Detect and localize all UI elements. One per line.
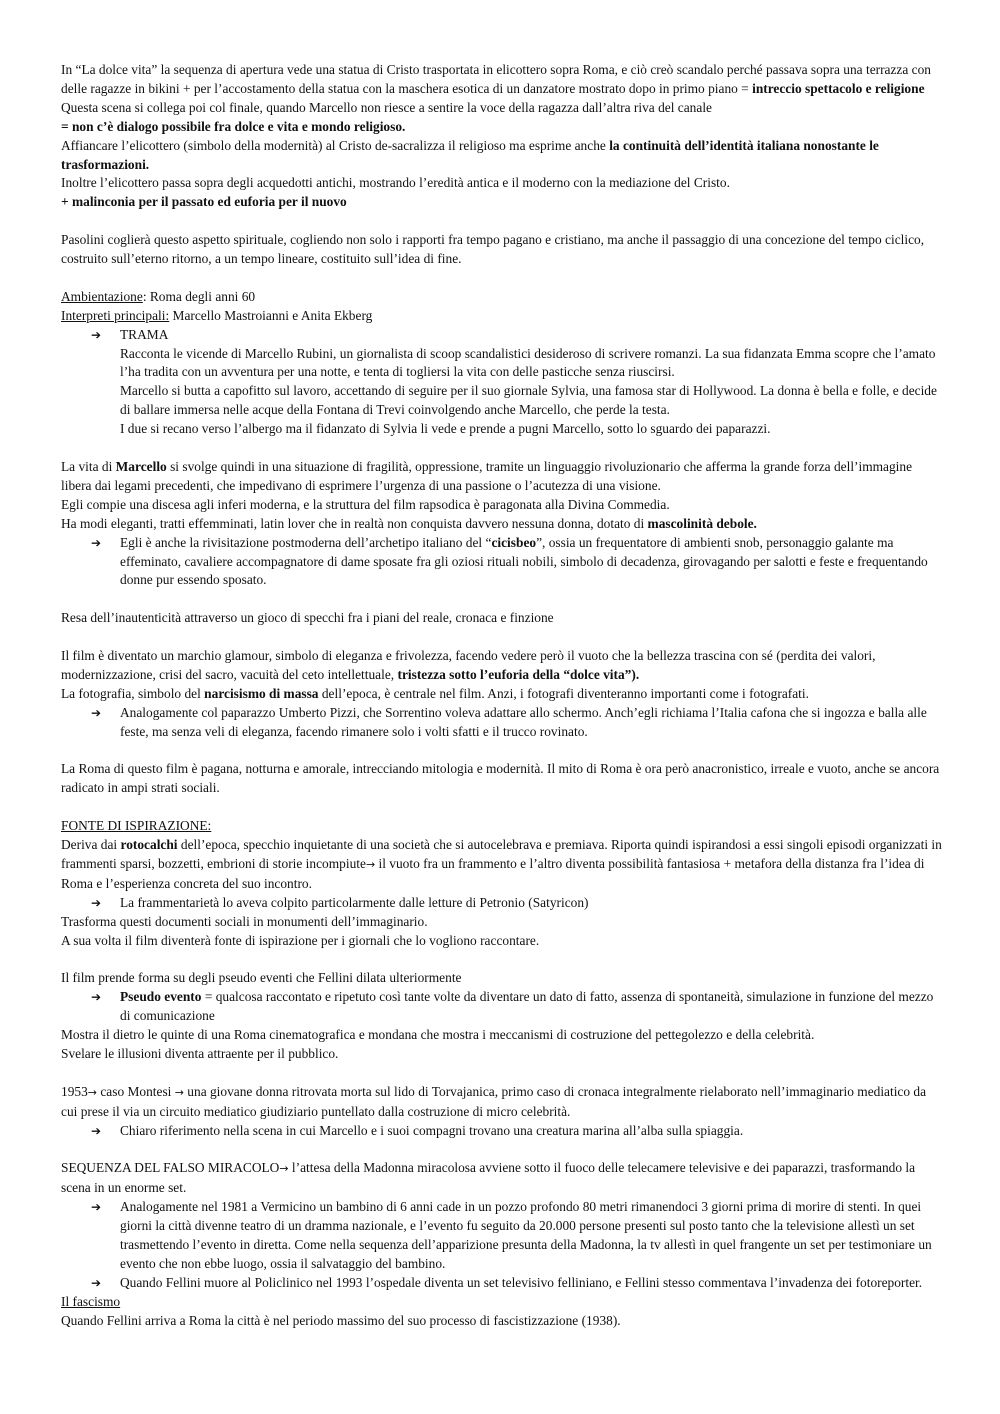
plot-text-3: I due si recano verso l’albergo ma il fidanzato di Sylvia li vede e prende a pugni Marcello, sotto lo sguardo dei paparazzi. — [120, 421, 771, 437]
paragraph-photography: La fotografia, simbolo del narcisismo di massa dell’epoca, è centrale nel film. Anzi, i fotografi diventeranno importanti come i fotografati. — [61, 685, 809, 701]
paragraph-transform: Trasforma questi documenti sociali in monumenti dell’immaginario. — [61, 913, 428, 929]
bullet-pizzi: ➔ Analogamente col paparazzo Umberto Pizzi, che Sorrentino voleva adattare allo schermo. Anch’egli richiama l’Italia cafona che si ingozza e balla alle feste, ma senza veli di eleganza, facendo rimanere solo i volti sfatti e il trucco rovinato. — [91, 704, 927, 739]
paragraph-marcello-life: La vita di Marcello si svolge quindi in una situazione di fragilità, oppressione, tramite un linguaggio rivoluzionario che afferma la grande forza dell’immagine libera dai legami precedenti, che impedivano di esprimere l’urgenza di una passione o l’acutezza di una visione. — [61, 458, 913, 493]
plot-text-1: Racconta le vicende di Marcello Rubini, un giornalista di scoop scandalistici desideroso di scrivere romanzi. La sua fidanzata Emma scopre che l’amato l’ha tradita con un avventura per una notte, e tenta di togliersi la vita con delle pasticche senza riuscirsi. — [120, 345, 936, 380]
arrow-bullet-icon: ➔ — [91, 535, 102, 550]
paragraph-inauthenticity: Resa dell’inautenticità attraverso un gioco di specchi fra i piani del reale, cronaca e finzione — [61, 610, 554, 626]
bullet-vermicino: ➔ Analogamente nel 1981 a Vermicino un bambino di 6 anni cade in un pozzo profondo 80 metri rimanendoci 3 giorni prima di morire di stenti. In quei giorni la città divenne teatro di un dramma nazionale, e l’evento fu seguito da 20.000 persone presenti sul posto tanto che la televisione allestì un set trasmettendo l’evento in diretta. Come nella sequenza dell’apparizione presunta della Madonna, la tv allestì in quel frangente un set per testimoniare un evento che non ebbe luogo, ossia il salvataggio del bambino. — [91, 1199, 932, 1271]
paragraph-manners: Ha modi eleganti, tratti effemminati, latin lover che in realtà non conquista davvero nessuna donna, dotato di mascolinità debole. — [61, 515, 757, 531]
paragraph-rotocalchi: Deriva dai rotocalchi dell’epoca, specchio inquietante di una società che si autocelebrava e premiava. Riporta quindi ispirandosi a essi singoli episodi organizzati in frammenti sparsi, bozzetti, embrioni di storie incompiute→ il vuoto fra un frammento e l’altro diventa possibilità fantasiosa + metafora della distanza fra l’idea di Roma e l’esperienza concreta del suo incontro. — [61, 837, 942, 891]
bullet-pseudo-event: ➔ Pseudo evento = qualcosa raccontato e ripetuto così tante volte da diventare un dato di fatto, assenza di spontaneità, simulazione in funzione del mezzo di comunicazione — [91, 989, 934, 1024]
paragraph-aqueducts: Inoltre l’elicottero passa sopra degli acquedotti antichi, mostrando l’eredità antica e il moderno con la mediazione del Cristo. — [61, 175, 730, 191]
actors-line: Interpreti principali: Marcello Mastroianni e Anita Ekberg — [61, 307, 373, 323]
plot-text-2: Marcello si butta a capofitto sul lavoro, accettando di seguire per il suo giornale Sylvia, una famosa star di Hollywood. La donna è bella e folle, e decide di ballare immersa nelle acque della Fontana di Trevi coinvolgendo anche Marcello, che perde la testa. — [120, 383, 937, 418]
paragraph-finale: Questa scena si collega poi col finale, quando Marcello non riesce a sentire la voce della ragazza dall’altra riva del canale — [61, 99, 712, 115]
arrow-bullet-icon: ➔ — [91, 1275, 102, 1290]
arrow-bullet-icon: ➔ — [91, 895, 102, 910]
plot-section — [61, 326, 944, 439]
paragraph-opening-sequence: In “La dolce vita” la sequenza di apertura vede una statua di Cristo trasportata in elicottero sopra Roma, e ciò creò scandalo perché passava sopra una terrazza con delle ragazze in bikini + per l’accostamento della statua con la maschera esotica di un danzatore mostrato dopo in primo piano = intreccio spettacolo e religione — [61, 62, 932, 96]
arrow-bullet-icon: ➔ — [91, 705, 102, 720]
bullet-cicisbeo: ➔ Egli è anche la rivisitazione postmoderna dell’archetipo italiano del “cicisbeo”, ossia un frequentatore di ambienti snob, personaggio galante ma effeminato, cavaliere accompagnatore di dame sposate fra gli oziosi rituali nobili, simbolo di decadenza, girovagando per salotti e feste e frequentando donne pur essendo sposato. — [91, 534, 928, 588]
section-heading-fascism: Il fascismo — [61, 1293, 121, 1309]
bullet-fellini-death: ➔ Quando Fellini muore al Policlinico nel 1993 l’ospedale diventa un set televisivo felliniano, e Fellini stesso commentava l’invadenza dei fotoreporter. — [61, 1274, 944, 1293]
arrow-bullet-icon: ➔ — [91, 1123, 102, 1138]
section-heading-inspiration: FONTE DI ISPIRAZIONE: — [61, 818, 212, 834]
arrow-bullet-icon: ➔ — [91, 990, 102, 1005]
paragraph-no-dialogue: = non c’è dialogo possibile fra dolce e vita e mondo religioso. — [61, 118, 406, 134]
paragraph-montesi: 1953→ caso Montesi → una giovane donna ritrovata morta sul lido di Torvajanica, primo caso di cronaca integralmente rielaborato nell’immaginario mediatico da cui prese il via un circuito mediatico giudiziario puntellato dalla costruzione di micro celebrità. — [61, 1083, 927, 1119]
paragraph-rome: La Roma di questo film è pagana, notturna e amorale, intrecciando mitologia e modernità. Il mito di Roma è ora però anacronistico, irreale e vuoto, anche se ancora radicato in ampi strati sociali. — [61, 761, 940, 796]
paragraph-fascism: Quando Fellini arriva a Roma la città è nel periodo massimo del suo processo di fascistizzazione (1938). — [61, 1312, 621, 1328]
plot-title: TRAMA — [120, 326, 169, 342]
paragraph-backstage: Mostra il dietro le quinte di una Roma cinematografica e mondana che mostra i meccanismi di costruzione del pettegolezzo e della celebrità. — [61, 1027, 815, 1043]
bullet-sea-creature: ➔ Chiaro riferimento nella scena in cui Marcello e i suoi compagni trovano una creatura marina all’alba sulla spiaggia. — [61, 1122, 944, 1141]
arrow-icon: → — [279, 1162, 289, 1176]
bullet-petronio: ➔ La frammentarietà lo aveva colpito particolarmente dalle letture di Petronio (Satyricon) — [61, 894, 944, 913]
paragraph-illusions: Svelare le illusioni diventa attraente per il pubblico. — [61, 1046, 339, 1061]
arrow-bullet-icon: ➔ — [91, 1200, 102, 1215]
setting-line: Ambientazione: Roma degli anni 60 — [61, 288, 256, 304]
paragraph-glamour-brand: Il film è diventato un marchio glamour, simbolo di eleganza e frivolezza, facendo vedere però il vuoto che la bellezza trascina con sé (perdita dei valori, modernizzazione, crisi del sacro, vacuità del ceto intellettuale, tristezza sotto l’euforia della “dolce vita”). — [61, 648, 876, 682]
arrow-icon: → — [174, 1085, 184, 1099]
paragraph-pasolini: Pasolini coglierà questo aspetto spirituale, cogliendo non solo i rapporti fra tempo pagano e cristiano, ma anche il passaggio di una concezione del tempo ciclico, costruito sull’eterno ritorno, a un tempo lineare, costituito sull’idea di fine. — [61, 232, 925, 267]
paragraph-pseudo-events: Il film prende forma su degli pseudo eventi che Fellini dilata ulteriormente — [61, 970, 462, 986]
paragraph-descent: Egli compie una discesa agli inferi moderna, e la struttura del film rapsodica è paragonata alla Divina Commedia. — [61, 496, 670, 512]
paragraph-melancholy: + malinconia per il passato ed euforia per il nuovo — [61, 194, 347, 210]
arrow-bullet-icon: ➔ — [91, 327, 102, 342]
paragraph-helicopter: Affiancare l’elicottero (simbolo della modernità) al Cristo de-sacralizza il religioso ma esprime anche la continuità dell’identità italiana nonostante le trasformazioni. — [61, 137, 879, 172]
paragraph-false-miracle: SEQUENZA DEL FALSO MIRACOLO→ l’attesa della Madonna miracolosa avviene sotto il fuoco delle telecamere televisive e dei paparazzi, trasformando la scena in un enorme set. — [61, 1160, 916, 1196]
paragraph-source-for-papers: A sua volta il film diventerà fonte di ispirazione per i giornali che lo vogliono raccontare. — [61, 932, 540, 948]
arrow-icon: → — [87, 1085, 97, 1099]
arrow-icon: → — [365, 857, 376, 871]
